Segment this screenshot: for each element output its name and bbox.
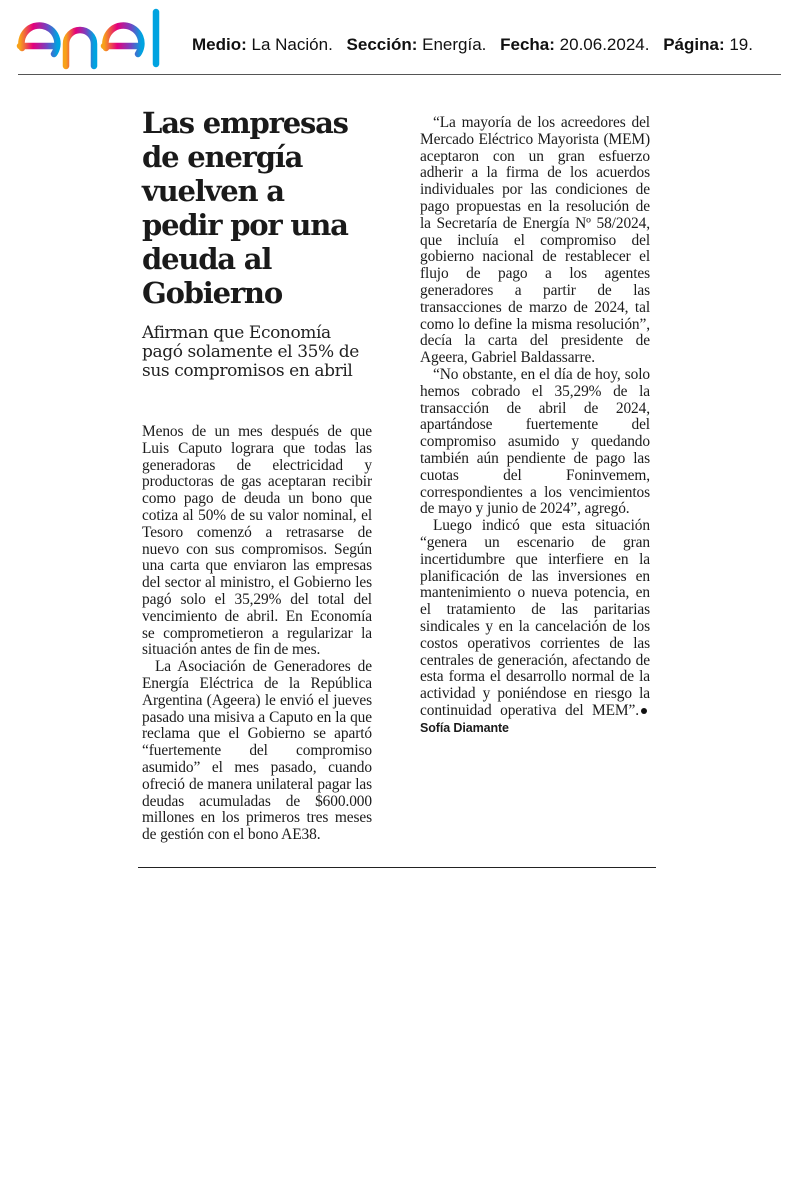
paragraph-text: Luego indicó que esta situación “genera un escenario de gran incertidumbre que interfiere en la planificación de las inversiones en mantenimiento o nueva potencia, en el tratamiento de las paritarias sindicales y en la cancelación de los costos operativos corrientes de las centrales de generación, afectando de esta forma el desarrollo normal de la actividad y poniéndose en riesgo la continuidad operativa del MEM”.: [420, 517, 650, 719]
pagina-value: 19.: [729, 35, 753, 54]
paragraph: “No obstante, en el día de hoy, solo hemos cobrado el 35,29% de la transacción de abril de 2024, apartándose fuertemente del compromiso asumido y quedando también aún pendiente de pago las cuotas del Foninvemem, correspondientes a los vencimientos de mayo y junio de 2024”, agregó.: [420, 365, 650, 518]
article-subhead: Afirman que Economía pagó solamente el 35% de sus compromisos en abril: [142, 323, 359, 381]
fecha-value: 20.06.2024.: [559, 35, 650, 54]
pagina-label: Página:: [663, 35, 725, 54]
header-divider: [18, 74, 781, 75]
article-headline: Las empresas de energía vuelven a pedir por una deuda al Gobierno: [142, 106, 348, 310]
seccion-value: Energía.: [422, 35, 487, 54]
enel-logo-mark: [14, 8, 179, 70]
paragraph: La Asociación de Generadores de Energía Eléctrica de la República Argentina (Ageera) le envió el jueves pasado una misiva a Caputo en la que reclama que el Gobierno se apartó “fuertemente del compromiso asumido” el mes pasado, cuando ofreció de manera unilateral pagar las deudas acumuladas de $600.000 millones en los primeros tres meses de gestión con el bono AE38.: [142, 658, 372, 844]
medio-value: La Nación.: [251, 35, 333, 54]
seccion-label: Sección:: [346, 35, 418, 54]
paragraph-last: [420, 518, 650, 736]
paragraph: “La mayoría de los acreedores del Mercado Eléctrico Mayorista (MEM) aceptaron con un gran esfuerzo adherir a la firma de los acuerdos individuales por las condiciones de pago propuestas en la resolución de la Secretaría de Energía Nº 58/2024, que incluía el compromiso del gobierno nacional de restablecer el flujo de pago a los agentes generadores a partir de las transacciones de marzo de 2024, tal como lo define la misma resolución”, decía la carta del presidente de Ageera, Gabriel Baldassarre.: [420, 114, 650, 367]
fecha-label: Fecha:: [500, 35, 555, 54]
author-byline: Sofía Diamante: [420, 720, 509, 735]
bottom-divider: [138, 867, 656, 868]
enel-logo: [14, 8, 179, 75]
paragraph: Menos de un mes después de que Luis Caputo lograra que todas las generadoras de electricidad y productoras de gas aceptaran recibir como pago de deuda un bono que cotiza al 50% de su valor nominal, el Tesoro comenzó a retrasarse de nuevo con sus compromisos. Según una carta que enviaron las empresas del sector al ministro, el Gobierno les pagó solo el 35,29% del total del vencimiento de abril. En Economía se comprometieron a regularizar la situación antes de fin de mes.: [142, 423, 372, 659]
right-body: [420, 115, 650, 736]
article-left-column: [142, 106, 372, 844]
medio-label: Medio:: [192, 35, 247, 54]
page-header: [0, 0, 800, 80]
left-body: [142, 424, 372, 844]
article-right-column: [420, 115, 650, 736]
publication-meta: [192, 35, 753, 55]
end-mark-icon: [641, 708, 647, 714]
